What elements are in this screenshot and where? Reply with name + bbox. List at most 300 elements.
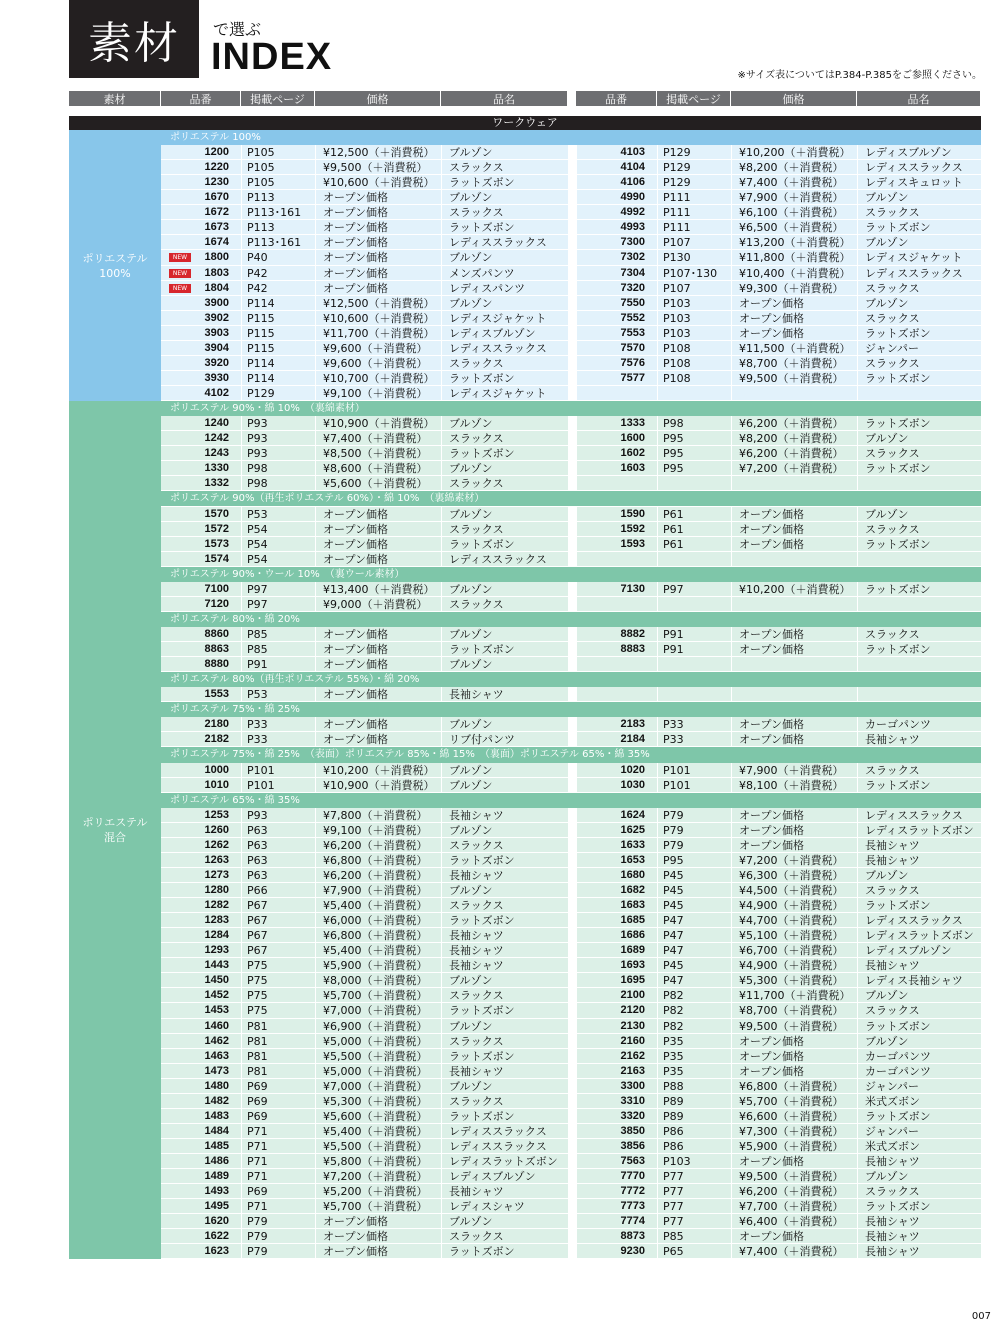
product-code: 7100 <box>204 582 229 595</box>
product-code: 1683 <box>620 899 645 912</box>
table-row <box>577 898 981 913</box>
product-name: ブルゾン <box>449 823 493 837</box>
material-group-header: ポリエステル 100% <box>161 130 981 145</box>
table-row <box>577 642 981 657</box>
product-name: ジャンパー <box>865 1079 920 1093</box>
product-name: ラットズボン <box>449 176 515 190</box>
price: ¥5,900（＋消費税） <box>739 1140 844 1154</box>
page-ref: P61 <box>663 507 684 521</box>
product-name: スラックス <box>865 884 920 897</box>
price: オープン価格 <box>739 823 805 837</box>
price: ¥6,800（＋消費税） <box>323 929 428 943</box>
product-code: 1624 <box>620 808 645 821</box>
page-ref: P91 <box>663 643 684 657</box>
product-code: 3900 <box>204 296 229 309</box>
table-row <box>577 175 981 190</box>
product-code: 1253 <box>204 808 229 821</box>
column-header: 価格 <box>315 91 441 106</box>
page-ref: P129 <box>663 146 691 160</box>
product-name: レディスジャケット <box>449 387 547 401</box>
product-name: ラットズボン <box>865 371 931 385</box>
price: オープン価格 <box>739 627 805 641</box>
table-row <box>161 657 568 672</box>
price: ¥7,900（＋消費税） <box>323 884 428 897</box>
product-code: 7130 <box>620 582 645 595</box>
table-row <box>161 1214 568 1229</box>
column-header: 品番 <box>576 91 657 106</box>
table-row <box>161 898 568 913</box>
product-code: 1000 <box>204 763 229 776</box>
product-name: 長袖シャツ <box>449 929 504 943</box>
material-group-header: ポリエステル 90%・綿 10% （裏綿素材） <box>161 401 981 416</box>
product-code: 7120 <box>204 597 229 610</box>
product-name: 長袖シャツ <box>449 688 504 702</box>
product-code: 2182 <box>204 733 229 746</box>
table-row <box>161 431 568 446</box>
product-name: ブルゾン <box>865 296 909 310</box>
page-ref: P93 <box>247 447 268 461</box>
table-row <box>161 732 568 747</box>
product-name: レディスブルゾン <box>865 146 952 160</box>
price: オープン価格 <box>739 718 805 732</box>
page-ref: P101 <box>663 763 691 777</box>
page-ref: P103 <box>663 311 691 325</box>
header-index: INDEX <box>211 36 333 78</box>
product-name: ラットズボン <box>865 643 931 657</box>
table-row <box>161 1049 568 1064</box>
product-name: 長袖シャツ <box>865 853 920 867</box>
price: ¥5,500（＋消費税） <box>323 1049 428 1063</box>
price: ¥6,200（＋消費税） <box>739 447 844 461</box>
product-code: 4993 <box>620 221 645 234</box>
price: ¥5,900（＋消費税） <box>323 959 428 973</box>
product-name: 長袖シャツ <box>449 808 504 822</box>
page-ref: P113･161 <box>247 206 302 220</box>
product-name: ブルゾン <box>449 884 493 897</box>
product-code: 1573 <box>204 537 229 550</box>
table-row <box>161 838 568 853</box>
page-ref: P75 <box>247 989 268 1003</box>
price: オープン価格 <box>739 1049 805 1063</box>
table-row <box>577 311 981 326</box>
product-name: ブルゾン <box>449 658 493 672</box>
price: ¥6,800（＋消費税） <box>739 1079 844 1093</box>
price: ¥6,300（＋消費税） <box>739 868 844 882</box>
product-code: 1453 <box>204 1004 229 1017</box>
page-ref: P81 <box>247 1064 268 1078</box>
product-name: スラックス <box>449 477 504 491</box>
page-ref: P97 <box>247 582 268 596</box>
table-row <box>577 732 981 747</box>
product-code: 1020 <box>620 763 645 776</box>
page-ref: P79 <box>663 823 684 837</box>
product-name: レディススラックス <box>449 552 547 566</box>
price: ¥11,700（＋消費税） <box>739 989 851 1003</box>
product-code: 1673 <box>204 221 229 234</box>
price: オープン価格 <box>739 1155 805 1169</box>
price: ¥10,400（＋消費税） <box>739 266 851 280</box>
column-header: 品名 <box>441 91 568 106</box>
product-code: 1483 <box>204 1109 229 1122</box>
price: オープン価格 <box>323 221 389 235</box>
price: ¥12,500（＋消費税） <box>323 146 435 160</box>
product-code: 1273 <box>204 868 229 881</box>
table-row <box>577 205 981 220</box>
new-badge: NEW <box>169 284 191 293</box>
page-ref: P98 <box>663 417 684 431</box>
price: ¥6,200（＋消費税） <box>323 868 428 882</box>
product-name: レディスブルゾン <box>865 944 952 958</box>
product-code: 1230 <box>204 176 229 189</box>
price: ¥5,700（＋消費税） <box>323 1200 428 1214</box>
table-row <box>161 597 568 612</box>
page-ref: P71 <box>247 1200 268 1214</box>
table-row <box>577 928 981 943</box>
table-row <box>161 823 568 838</box>
price: オープン価格 <box>323 191 389 205</box>
product-code: 1243 <box>204 447 229 460</box>
price: オープン価格 <box>323 281 389 295</box>
price: ¥5,600（＋消費税） <box>323 477 428 491</box>
table-row <box>577 808 981 823</box>
price: ¥7,400（＋消費税） <box>739 1245 844 1259</box>
product-code: 1280 <box>204 884 229 896</box>
product-name: ブルゾン <box>449 1215 493 1229</box>
table-row <box>161 642 568 657</box>
product-code: 1553 <box>204 688 229 701</box>
price: ¥5,400（＋消費税） <box>323 899 428 913</box>
product-code: 2183 <box>620 718 645 731</box>
page-ref: P86 <box>663 1140 684 1154</box>
price: ¥10,600（＋消費税） <box>323 176 435 190</box>
product-code: 1450 <box>204 974 229 987</box>
table-row <box>577 1124 981 1139</box>
page-ref: P63 <box>247 838 268 852</box>
material-group-header: ポリエステル 80%・綿 20% <box>161 612 981 627</box>
product-code: 1482 <box>204 1094 229 1107</box>
page-ref: P108 <box>663 371 691 385</box>
price: オープン価格 <box>739 522 805 536</box>
price: オープン価格 <box>323 507 389 521</box>
product-name: 長袖シャツ <box>865 1230 920 1244</box>
product-code: 1330 <box>204 462 229 475</box>
new-badge: NEW <box>169 269 191 278</box>
page-ref: P40 <box>247 251 268 265</box>
product-name: 長袖シャツ <box>449 868 504 882</box>
price: ¥7,800（＋消費税） <box>323 808 428 822</box>
table-row <box>577 943 981 958</box>
product-code: 1333 <box>620 417 645 430</box>
page-ref: P105 <box>247 176 275 190</box>
product-code: 1600 <box>620 432 645 445</box>
product-name: ラットズボン <box>449 371 515 385</box>
table-row <box>577 296 981 311</box>
product-code: 1590 <box>620 507 645 520</box>
product-name: ブルゾン <box>865 432 909 446</box>
product-code: 1686 <box>620 929 645 942</box>
price: ¥11,800（＋消費税） <box>739 251 851 265</box>
product-code: 7563 <box>620 1155 645 1168</box>
price: ¥8,000（＋消費税） <box>323 974 428 988</box>
page-ref: P129 <box>663 176 691 190</box>
table-row <box>161 988 568 1003</box>
page-ref: P129 <box>247 387 275 401</box>
product-name: ジャンパー <box>865 1124 920 1138</box>
page-ref: P45 <box>663 959 684 973</box>
product-code: 3903 <box>204 326 229 339</box>
table-row <box>577 1214 981 1229</box>
price: オープン価格 <box>323 643 389 657</box>
column-header: 品名 <box>857 91 981 106</box>
price: ¥4,700（＋消費税） <box>739 914 844 928</box>
price: ¥6,800（＋消費税） <box>323 853 428 867</box>
price: ¥5,400（＋消費税） <box>323 944 428 958</box>
price: オープン価格 <box>323 537 389 551</box>
page-ref: P63 <box>247 853 268 867</box>
page-ref: P75 <box>247 959 268 973</box>
table-row <box>161 853 568 868</box>
table-row <box>577 416 981 431</box>
product-code: 1283 <box>204 914 229 927</box>
product-name: ブルゾン <box>865 236 909 250</box>
product-code: 4992 <box>620 206 645 219</box>
price: オープン価格 <box>739 326 805 340</box>
product-name: ラットズボン <box>865 537 931 551</box>
page-ref: P33 <box>247 733 268 747</box>
product-name: ラットズボン <box>449 853 515 867</box>
product-code: 2162 <box>620 1049 645 1062</box>
page-ref: P101 <box>663 778 691 792</box>
page-ref: P98 <box>247 477 268 491</box>
product-code: 7550 <box>620 296 645 309</box>
product-name: ブルゾン <box>449 1079 493 1093</box>
product-code: 1682 <box>620 884 645 896</box>
product-code: 7300 <box>620 236 645 249</box>
table-row <box>577 250 981 265</box>
product-code: 2180 <box>204 718 229 731</box>
product-name: ブルゾン <box>865 989 909 1003</box>
page-ref: P86 <box>663 1124 684 1138</box>
price: ¥6,700（＋消費税） <box>739 944 844 958</box>
price: オープン価格 <box>323 206 389 220</box>
material-group-header: ポリエステル 90%・ウール 10% （裏ウール素材） <box>161 567 981 582</box>
table-row <box>161 973 568 988</box>
page-ref: P71 <box>247 1124 268 1138</box>
price: ¥7,000（＋消費税） <box>323 1079 428 1093</box>
price: オープン価格 <box>323 658 389 672</box>
table-row <box>161 1154 568 1169</box>
product-name: レディスジャケット <box>449 311 547 325</box>
new-badge: NEW <box>169 253 191 262</box>
table-row <box>161 627 568 642</box>
product-code: 3904 <box>204 341 229 354</box>
price: ¥5,000（＋消費税） <box>323 1034 428 1048</box>
product-name: 長袖シャツ <box>865 1155 920 1169</box>
product-code: 1633 <box>620 838 645 851</box>
product-code: 7553 <box>620 326 645 339</box>
price: ¥7,200（＋消費税） <box>739 462 844 476</box>
product-name: レディスラットズボン <box>449 1155 558 1169</box>
product-code: 1572 <box>204 522 229 535</box>
page-ref: P45 <box>663 899 684 913</box>
product-code: 1680 <box>620 868 645 881</box>
product-code: 1592 <box>620 522 645 535</box>
table-row <box>161 341 568 356</box>
page-ref: P67 <box>247 929 268 943</box>
page-ref: P93 <box>247 432 268 446</box>
price: オープン価格 <box>323 1215 389 1229</box>
page-ref: P115 <box>247 326 275 340</box>
table-row <box>577 582 981 597</box>
table-row <box>161 507 568 522</box>
price: オープン価格 <box>739 1034 805 1048</box>
product-code: 3856 <box>620 1140 645 1153</box>
table-row <box>161 190 568 205</box>
product-code: 1603 <box>620 462 645 475</box>
table-row <box>577 627 981 642</box>
product-name: スラックス <box>449 597 504 611</box>
price: ¥8,200（＋消費税） <box>739 161 844 175</box>
product-code: 7320 <box>620 281 645 294</box>
product-code: 1460 <box>204 1019 229 1032</box>
price: オープン価格 <box>739 1064 805 1078</box>
product-code: 8873 <box>620 1230 645 1243</box>
price: ¥6,900（＋消費税） <box>323 1019 428 1033</box>
page-ref: P79 <box>663 838 684 852</box>
product-name: ブルゾン <box>449 146 493 160</box>
table-row <box>577 190 981 205</box>
table-row <box>161 250 568 265</box>
price: ¥9,000（＋消費税） <box>323 597 428 611</box>
page-ref: P111 <box>663 206 691 220</box>
product-code: 8863 <box>204 643 229 656</box>
price: ¥9,600（＋消費税） <box>323 356 428 370</box>
table-row <box>577 461 981 476</box>
table-row <box>161 416 568 431</box>
column-header: 掲載ページ <box>657 91 731 106</box>
page-ref: P77 <box>663 1185 684 1199</box>
product-name: ブルゾン <box>449 582 493 596</box>
page-ref: P61 <box>663 522 684 536</box>
product-code: 8880 <box>204 658 229 671</box>
page-ref: P42 <box>247 281 268 295</box>
price: ¥9,100（＋消費税） <box>323 387 428 401</box>
product-name: スラックス <box>449 1034 504 1048</box>
product-name: スラックス <box>449 522 504 536</box>
table-row <box>577 476 981 491</box>
product-name: ラットズボン <box>449 537 515 551</box>
product-code: 1574 <box>204 552 229 565</box>
table-row <box>161 461 568 476</box>
price: ¥10,700（＋消費税） <box>323 371 435 385</box>
price: ¥4,900（＋消費税） <box>739 959 844 973</box>
page-ref: P77 <box>663 1170 684 1184</box>
table-row <box>161 1244 568 1259</box>
product-name: ブルゾン <box>449 1019 493 1033</box>
price: オープン価格 <box>739 296 805 310</box>
table-row <box>161 160 568 175</box>
product-name: スラックス <box>865 1185 920 1199</box>
product-name: スラックス <box>449 899 504 913</box>
table-row <box>161 311 568 326</box>
product-code: 1670 <box>204 191 229 204</box>
product-name: ブルゾン <box>865 1034 909 1048</box>
product-code: 1485 <box>204 1140 229 1153</box>
product-code: 1489 <box>204 1170 229 1183</box>
price: ¥10,200（＋消費税） <box>739 582 851 596</box>
price: ¥8,100（＋消費税） <box>739 778 844 792</box>
table-row <box>161 687 568 702</box>
product-code: 1463 <box>204 1049 229 1062</box>
page-ref: P105 <box>247 161 275 175</box>
product-code: 1473 <box>204 1064 229 1077</box>
product-code: 1693 <box>620 959 645 972</box>
product-code: 7304 <box>620 266 645 279</box>
table-row <box>161 266 568 281</box>
product-name: 米式ズボン <box>865 1094 920 1108</box>
price: オープン価格 <box>739 808 805 822</box>
product-name: ラットズボン <box>449 1245 515 1259</box>
price: ¥5,300（＋消費税） <box>323 1094 428 1108</box>
product-code: 8883 <box>620 643 645 656</box>
price: ¥5,300（＋消費税） <box>739 974 844 988</box>
page-ref: P97 <box>247 597 268 611</box>
product-name: レディススラックス <box>449 1140 547 1154</box>
product-name: ラットズボン <box>865 417 931 431</box>
price: オープン価格 <box>739 311 805 325</box>
table-row <box>161 778 568 793</box>
page-ref: P101 <box>247 763 275 777</box>
page-ref: P81 <box>247 1034 268 1048</box>
page-ref: P53 <box>247 688 268 702</box>
material-label: ポリエステル 混合 <box>69 401 161 1259</box>
table-row <box>161 205 568 220</box>
product-name: スラックス <box>865 447 920 461</box>
product-name: ジャンパー <box>865 341 920 355</box>
table-row <box>577 235 981 250</box>
price: ¥6,100（＋消費税） <box>739 206 844 220</box>
size-note: ※サイズ表についてはP.384-P.385をご参照ください。 <box>737 70 982 81</box>
price: ¥7,700（＋消費税） <box>739 1200 844 1214</box>
product-name: レディススラックス <box>865 266 963 280</box>
product-name: メンズパンツ <box>449 266 515 280</box>
page-ref: P81 <box>247 1049 268 1063</box>
product-code: 1293 <box>204 944 229 957</box>
price: ¥13,400（＋消費税） <box>323 582 435 596</box>
table-row <box>161 763 568 778</box>
product-code: 3320 <box>620 1109 645 1122</box>
price: ¥5,800（＋消費税） <box>323 1155 428 1169</box>
product-code: 4990 <box>620 191 645 204</box>
page-number: 007 <box>971 1311 991 1322</box>
price: オープン価格 <box>739 1230 805 1244</box>
table-row <box>161 1094 568 1109</box>
product-name: ブルゾン <box>449 417 493 431</box>
product-name: カーゴパンツ <box>865 718 931 732</box>
price: ¥9,500（＋消費税） <box>323 161 428 175</box>
product-name: ラットズボン <box>865 899 931 913</box>
price: ¥7,400（＋消費税） <box>739 176 844 190</box>
table-row <box>161 1019 568 1034</box>
table-row <box>577 145 981 160</box>
product-name: スラックス <box>449 838 504 852</box>
product-name: スラックス <box>865 206 920 220</box>
table-row <box>161 235 568 250</box>
product-name: ラットズボン <box>449 221 515 235</box>
table-row <box>577 1064 981 1079</box>
page-ref: P53 <box>247 507 268 521</box>
price: ¥6,200（＋消費税） <box>739 417 844 431</box>
